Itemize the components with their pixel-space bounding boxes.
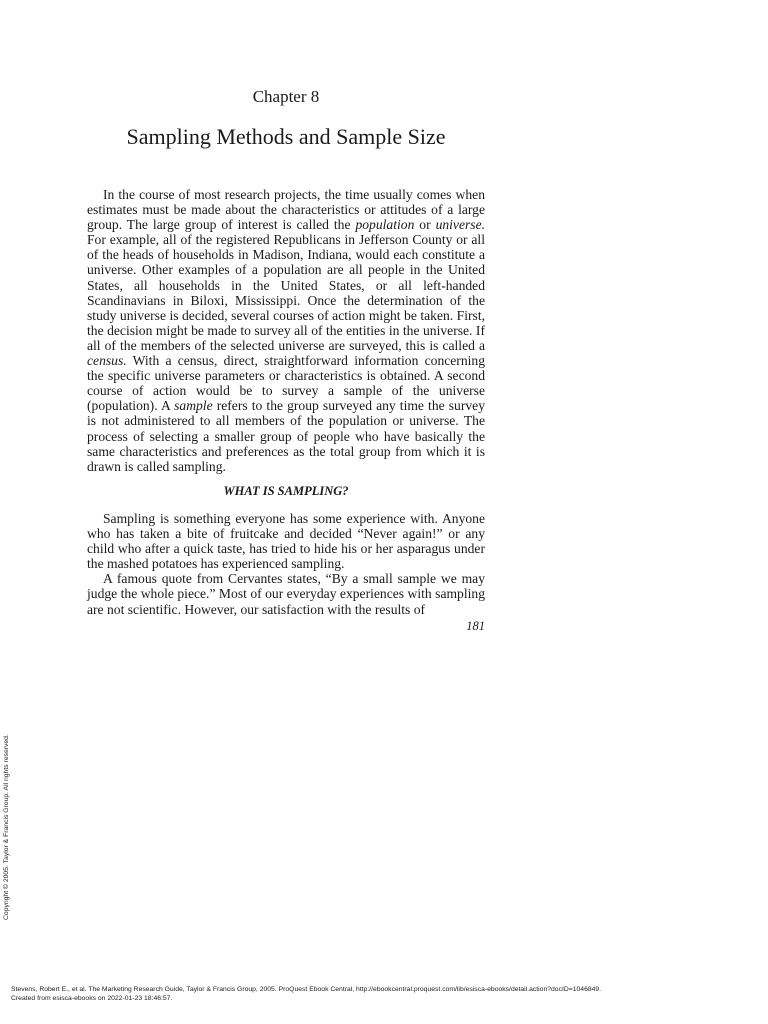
intro-text-3: For example, all of the registered Republicans in Jefferson County or all of the heads of households in Madison, Indiana, would each constitute a universe. Other examples of a population are all people in the United States, all households in the United States, or all left-handed Scandinavians in Biloxi, Mississippi. Once the determination of the study universe is decided, several courses of action might be taken. First, the decision might be made to survey all of the entities in the universe. If all of the members of the selected universe are surveyed, this is called a [87, 232, 485, 353]
term-sample: sample [174, 398, 213, 414]
section-paragraph-1: Sampling is something everyone has some experience with. Anyone who has taken a bite of fruitcake and decided “Never again!” or any child who after a quick taste, has tried to hide his or her asparagus under the mashed potatoes has experienced sampling. [87, 511, 485, 572]
section-paragraph-2: A famous quote from Cervantes states, “By a small sample we may judge the whole piece.” Most of our everyday experiences with sampling are not scientific. However, our satisfaction with the results of [87, 571, 485, 617]
footer [11, 986, 601, 1003]
intro-text-1: In the course of most research projects, the time usually comes when estimates must be made about the characteristics or attitudes of a large group. The large group of interest is called the [87, 187, 485, 233]
section-body [87, 511, 485, 617]
intro-paragraph [87, 187, 485, 474]
footer-created: Created from esisca-ebooks on 2022-01-23 18:46:57. [11, 994, 173, 1002]
chapter-title: Sampling Methods and Sample Size [126, 124, 446, 149]
intro-text-4: With a census, direct, straightforward information concerning the specific universe parameters or characteristics is obtained. A second course of action would be to survey a sample of the universe (population). A [87, 353, 485, 414]
section-heading: WHAT IS SAMPLING? [223, 484, 349, 498]
footer-citation: Stevens, Robert E., et al. The Marketing Research Guide, Taylor & Francis Group, 2005. ProQuest Ebook Central, http://ebookcentral.proquest.com/lib/esisca-ebooks/detail.action?docID=1046849. [11, 986, 602, 993]
page-number: 181 [466, 619, 485, 633]
chapter-label: Chapter 8 [252, 87, 320, 106]
term-population: population [355, 217, 415, 233]
side-copyright: Copyright © 2005. Taylor & Francis Group. All rights reserved. [3, 734, 10, 920]
term-universe: universe. [435, 217, 486, 233]
term-census: census. [87, 353, 127, 369]
intro-text-5: refers to the group surveyed any time the survey is not administered to all members of the population or universe. The process of selecting a smaller group of people who have basically the same characteristics and preferences as the total group from which it is drawn is called sampling. [87, 398, 485, 474]
intro-text-2: or [414, 217, 436, 233]
